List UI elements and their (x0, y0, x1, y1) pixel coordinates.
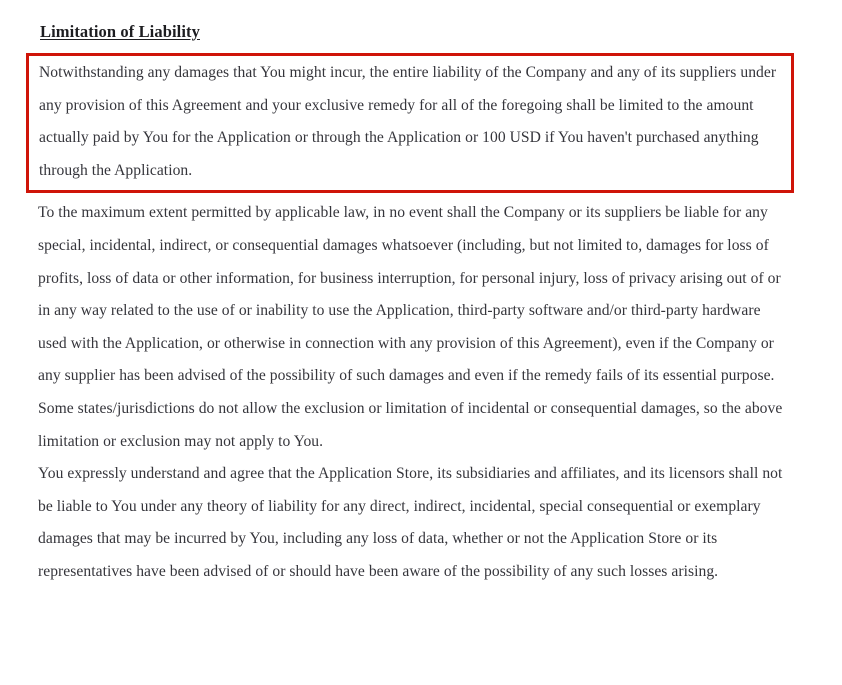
paragraph-maximum-extent: To the maximum extent permitted by applicable law, in no event shall the Company or its suppliers be liable for any special, incidental, indirect, or consequential damages whatsoever (including, but not limited to, damages for loss of profits, loss of data or other information, for business interruption, for personal injury, loss of privacy arising out of or in any way related to the use of or inability to use the Application, third-party software and/or third-party hardware used with the Application, or otherwise in connection with any provision of this Agreement), even if the Company or any supplier has been advised of the possibility of such damages and even if the remedy fails of its essential purpose. (38, 204, 781, 385)
highlighted-clause-annotation (26, 53, 794, 193)
paragraph-application-store: You expressly understand and agree that the Application Store, its subsidiaries and affiliates, and its licensors shall not be liable to You under any theory of liability for any direct, indirect, incidental, special consequential or exemplary damages that may be incurred by You, including any loss of data, whether or not the Application Store or its representatives have been advised of or should have been aware of the possibility of any such losses arising. (38, 465, 783, 580)
paragraph-state-jurisdictions: Some states/jurisdictions do not allow the exclusion or limitation of incidental or consequential damages, so the above limitation or exclusion may not apply to You. (38, 399, 783, 450)
paragraph-liability-cap: Notwithstanding any damages that You might incur, the entire liability of the Company and any of its suppliers under any provision of this Agreement and your exclusive remedy for all of the foregoing shall be limited to the amount actually paid by You for the Application or through the Application or 100 USD if You haven't purchased anything through the Application. (39, 64, 777, 179)
page-title: Limitation of Liability (40, 22, 200, 41)
